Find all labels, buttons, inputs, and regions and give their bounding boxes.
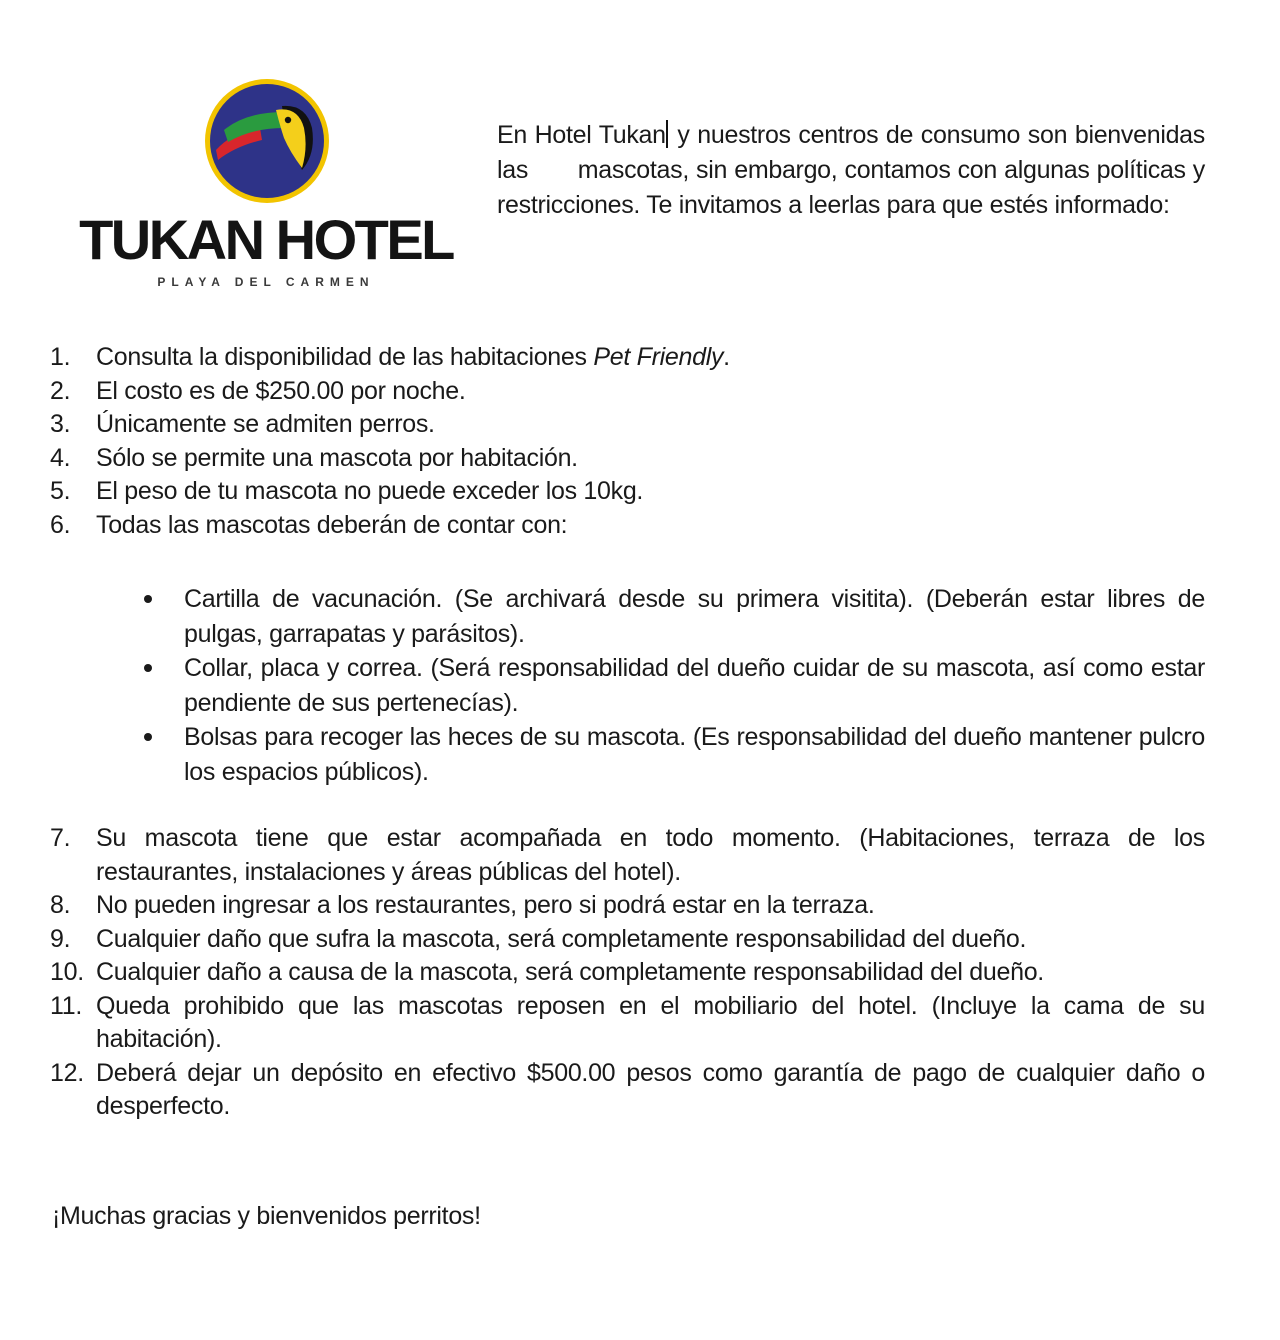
item-emphasis: Pet Friendly	[593, 343, 724, 371]
item-text: Collar, placa y correa. (Será responsabilidad del dueño cuidar de su mascota, así como estar pendiente de sus pertenecías).	[184, 654, 1205, 717]
list-item	[50, 923, 1205, 957]
item-text: El costo es de $250.00 por noche.	[96, 376, 466, 405]
item-text: Consulta la disponibilidad de las habitaciones	[96, 343, 594, 371]
intro-text-rest: y nuestros centros de consumo son bienvenidas las mascotas, sin embargo, contamos con algunas políticas y restricciones. Te invitamos a leerlas para que estés informado:	[497, 121, 1212, 219]
bullet-icon	[144, 664, 152, 672]
item-number: 12.	[50, 1058, 84, 1087]
list-item	[50, 408, 1205, 442]
item-text: Su mascota tiene que estar acompañada en todo momento. (Habitaciones, terraza de los restaurantes, instalaciones y áreas públicas del hotel).	[96, 824, 1205, 886]
list-item	[50, 889, 1205, 923]
list-item	[50, 822, 1205, 889]
item-number: 5.	[50, 477, 71, 505]
intro-text-start: En Hotel Tukan	[497, 121, 666, 149]
item-text: Cualquier daño a causa de la mascota, será completamente responsabilidad del dueño.	[96, 958, 1044, 986]
item-number: 11.	[50, 991, 82, 1020]
item-number: 2.	[50, 376, 71, 405]
bullet-icon	[144, 595, 152, 603]
rules-list-first	[50, 341, 1205, 542]
item-text: Bolsas para recoger las heces de su mascota. (Es responsabilidad del dueño mantener pulcro los espacios públicos).	[184, 723, 1205, 786]
hotel-location: PLAYA DEL CARMEN	[157, 275, 375, 289]
list-item	[140, 582, 1205, 651]
list-item	[50, 990, 1205, 1057]
rules-list-second	[50, 822, 1205, 1124]
item-number: 8.	[50, 891, 71, 919]
list-item	[140, 720, 1205, 789]
list-item	[50, 1057, 1205, 1124]
list-item	[50, 442, 1205, 476]
list-item	[50, 475, 1205, 509]
item-number: 4.	[50, 443, 71, 472]
item-tail: .	[723, 343, 730, 371]
item-text: El peso de tu mascota no puede exceder los 10kg.	[96, 477, 644, 505]
item-number: 10.	[50, 958, 84, 986]
list-item	[140, 651, 1205, 720]
list-item	[50, 375, 1205, 409]
bullet-icon	[144, 733, 152, 741]
item-text: Cualquier daño que sufra la mascota, será completamente responsabilidad del dueño.	[96, 924, 1027, 953]
hotel-logo	[70, 72, 470, 302]
closing-message: ¡Muchas gracias y bienvenidos perritos!	[52, 1202, 481, 1230]
item-number: 6.	[50, 510, 71, 539]
toucan-icon	[202, 76, 332, 206]
text-cursor	[666, 120, 668, 148]
list-item	[50, 509, 1205, 543]
item-number: 9.	[50, 924, 71, 953]
item-text: Todas las mascotas deberán de contar con:	[96, 510, 568, 539]
item-text: No pueden ingresar a los restaurantes, pero si podrá estar en la terraza.	[96, 891, 875, 919]
list-item	[50, 956, 1205, 990]
item-text: Queda prohibido que las mascotas reposen en el mobiliario del hotel. (Incluye la cama de su habitación).	[96, 991, 1205, 1053]
item-number: 7.	[50, 824, 71, 852]
item-text: Deberá dejar un depósito en efectivo $500.00 pesos como garantía de pago de cualquier daño o desperfecto.	[96, 1058, 1205, 1120]
item-text: Cartilla de vacunación. (Se archivará desde su primera visitita). (Deberán estar libres de pulgas, garrapatas y parásitos).	[184, 585, 1205, 648]
item-number: 3.	[50, 410, 71, 438]
item-number: 1.	[50, 343, 71, 371]
list-item	[50, 341, 1205, 375]
hotel-name: TUKAN HOTEL	[79, 208, 453, 271]
intro-paragraph	[497, 118, 1212, 223]
item-text: Sólo se permite una mascota por habitación.	[96, 443, 578, 472]
item-text: Únicamente se admiten perros.	[96, 410, 435, 438]
requirements-list	[140, 582, 1205, 789]
